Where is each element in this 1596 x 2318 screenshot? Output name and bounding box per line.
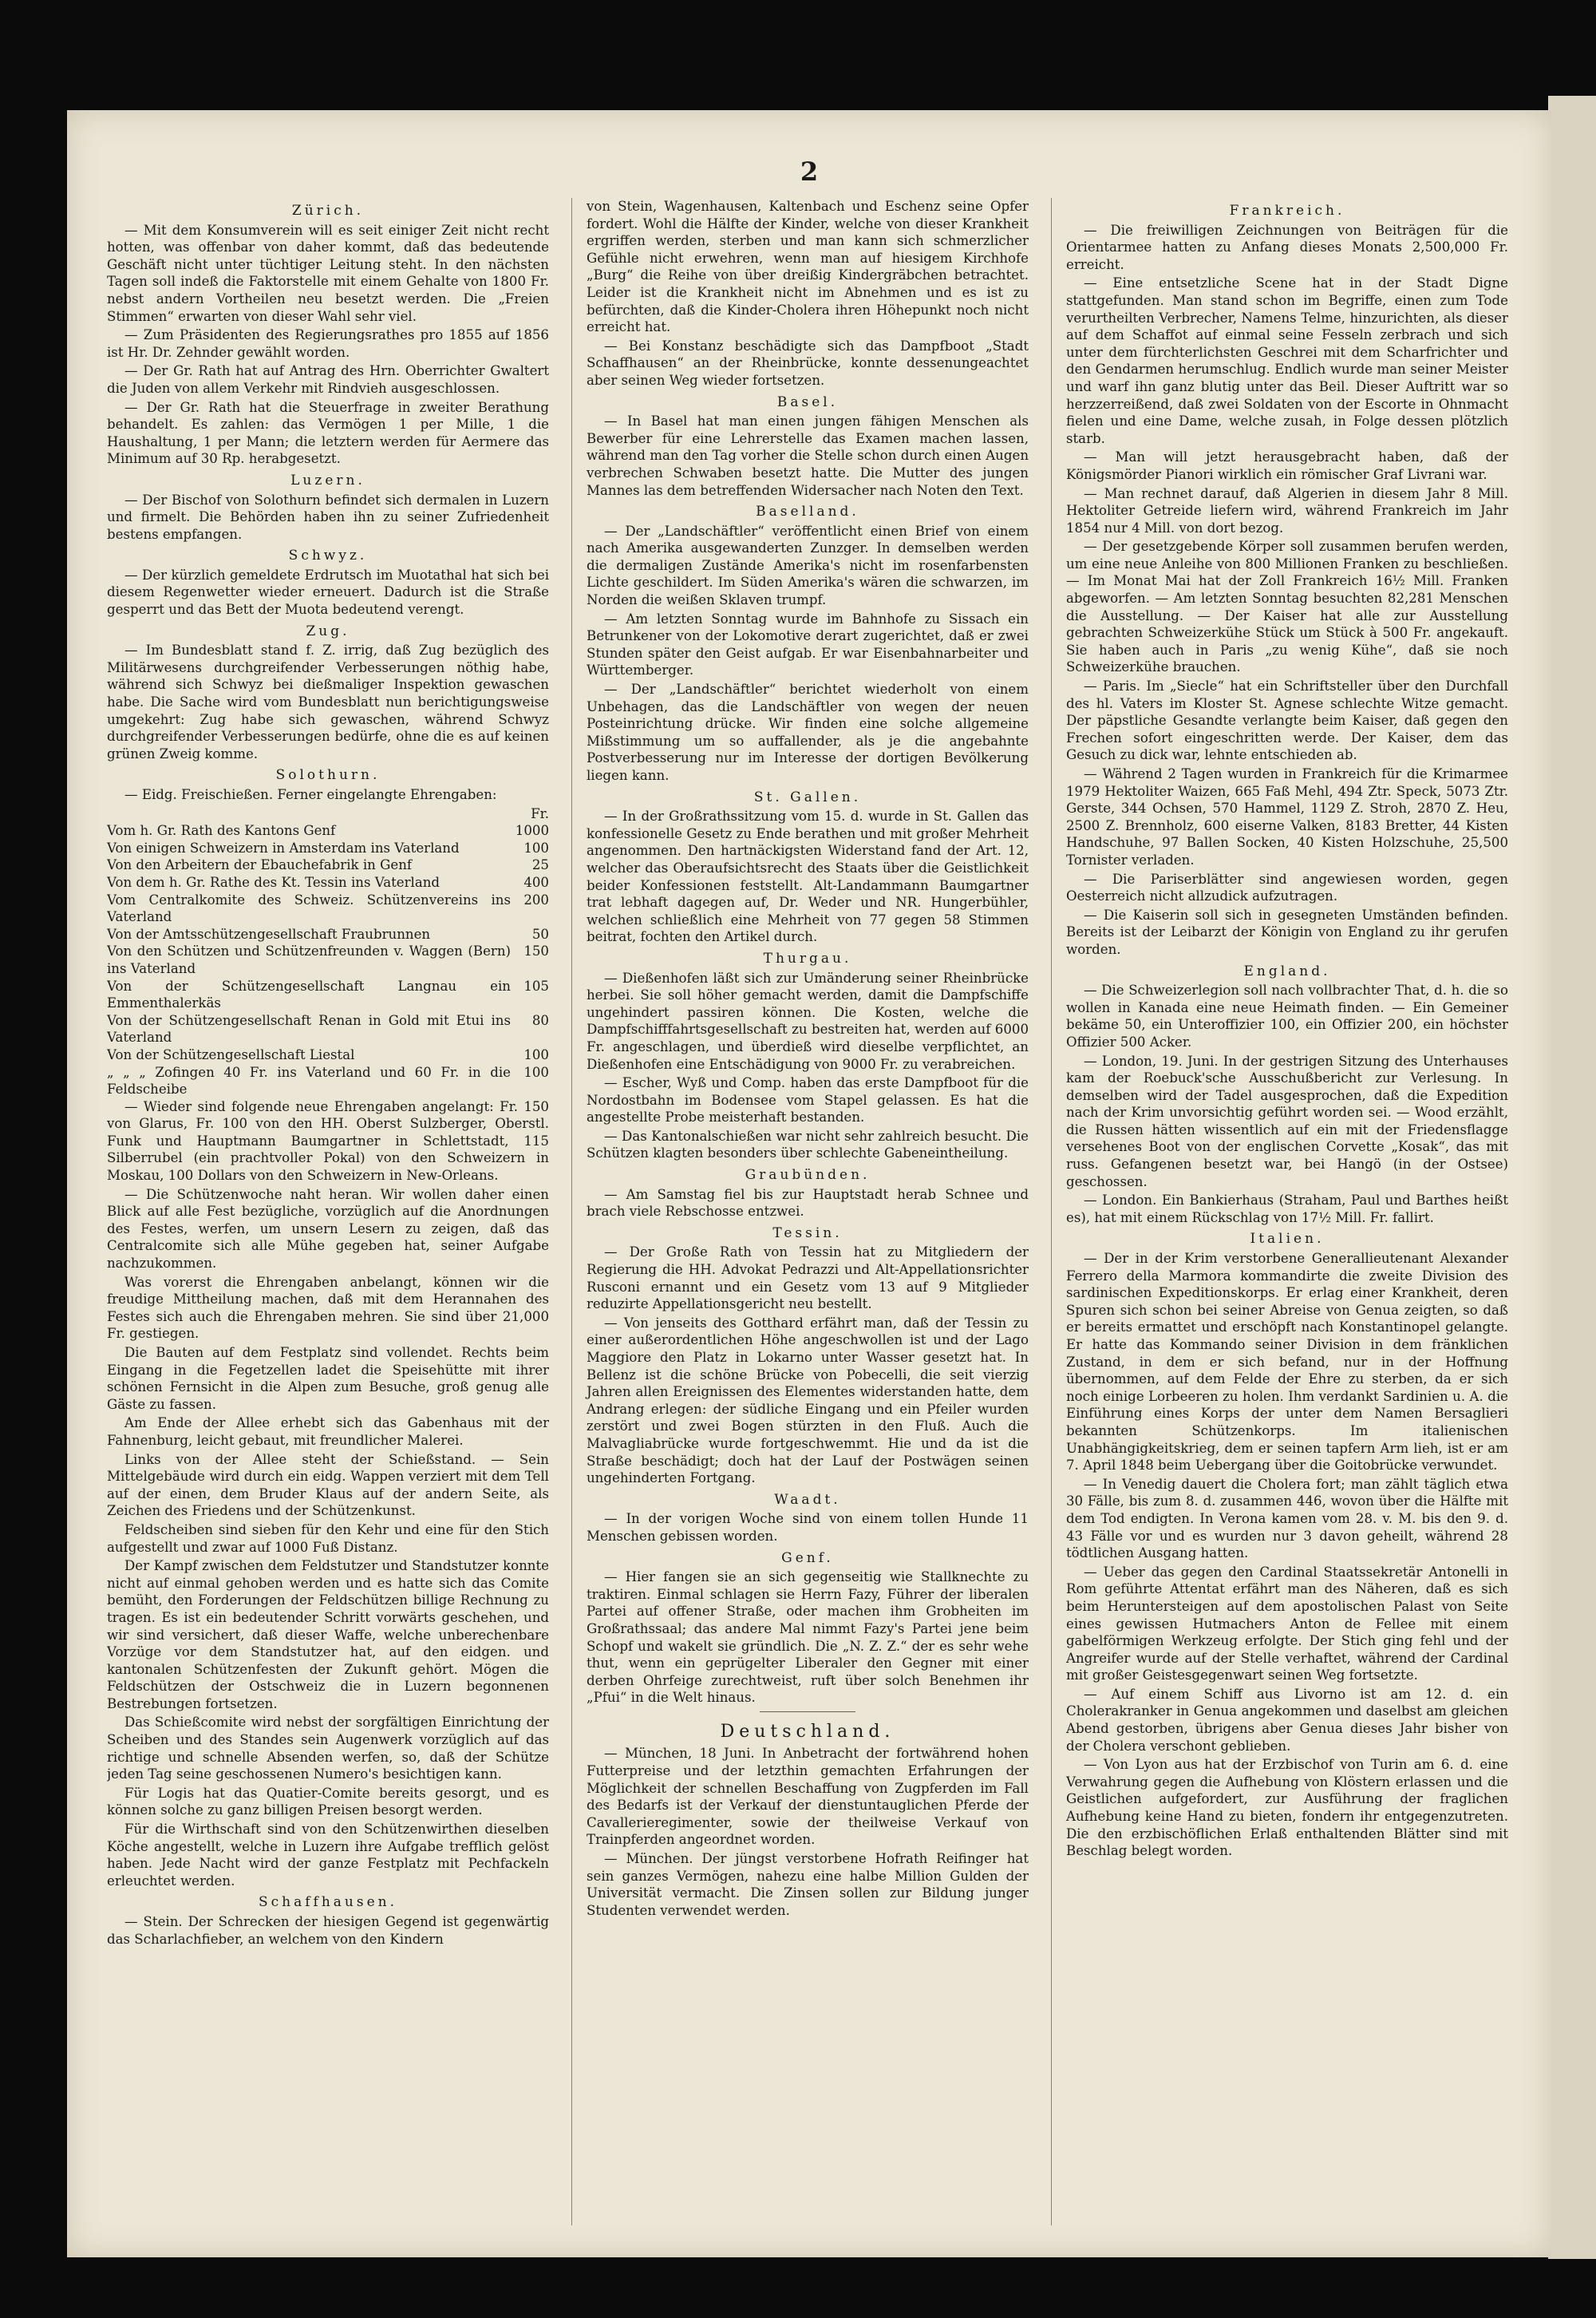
article-paragraph: — In der vorigen Woche sind von einem tollen Hunde 11 Menschen gebissen worden. <box>587 1511 1029 1544</box>
article-paragraph: — London. Ein Bankierhaus (Straham, Paul und Barthes heißt es), hat mit einem Rückschlag von 17½ Mill. Fr. fallirt. <box>1066 1193 1508 1225</box>
donation-row <box>107 822 549 840</box>
donation-row <box>107 840 549 857</box>
article-paragraph: — Der in der Krim verstorbene Generallieutenant Alexander Ferrero della Marmora kommandirte die zweite Division des sardinischen Expeditionskorps. Er erlag einer Krankheit, deren Spuren sich schon bei seiner Abreise von Genua zeigten, so daß er bereits ermattet und erschöpft nach Konstantinopel gelangte. Er hatte das Kommando seiner Division in dem fränklichen Zustand, in dem er sich befand, nur in der Hoffnung übernommen, auf dem Felde der Ehre zu sterben, da er sich noch einige Lorbeeren zu holen. Ihm verdankt Sardinien u. A. die Einführung eines Korps der unter dem Namen Bersaglieri bekannten Schützenkorps. Im italienischen Unabhängigkeitskrieg, dem er seinen tapfern Arm lieh, ist er am 7. April 1848 beim Uebergang über die Goitobrücke verwundet. <box>1066 1251 1508 1473</box>
article-paragraph: — In der Großrathssitzung vom 15. d. wurde in St. Gallen das konfessionelle Gesetz zu Ende berathen und mit großer Mehrheit angenommen. Den hartnäckigsten Widerstand fand der Art. 12, welcher das Oberaufsichtsrecht des Staats über die Geistlichkeit beider Konfessionen feststellt. Alt-Landammann Baumgartner trat lebhaft dagegen auf, Dr. Weder und NR. Hungerbühler, welchen schließlich eine Mehrheit von 77 gegen 58 Stimmen beitrat, fochten den Artikel durch. <box>587 809 1029 945</box>
article-paragraph: Feldscheiben sind sieben für den Kehr und eine für den Stich aufgestellt und zwar auf 1000 Fuß Distanz. <box>107 1521 549 1555</box>
article-paragraph: — Man rechnet darauf, daß Algerien in diesem Jahr 8 Mill. Hektoliter Getreide liefern wird, während Frankreich im Jahr 1854 nur 4 Mill. von dort bezog. <box>1066 485 1508 536</box>
article-paragraph: — Von Lyon aus hat der Erzbischof von Turin am 6. d. eine Verwahrung gegen die Aufhebung von Klöstern erlassen und die Geistlichen aufgefordert, zur Ausführung der fraglichen Aufhebung keine Hand zu bieten, fondern ihr entgegenzutreten. Die den erzbischöflichen Erlaß enthaltenden Blätter sind mit Beschlag belegt worden. <box>1066 1757 1508 1859</box>
donation-amount: 100 <box>523 1046 549 1062</box>
article-paragraph: — Die Pariserblätter sind angewiesen worden, gegen Oesterreich nicht allzudick aufzutragen. <box>1066 871 1508 904</box>
article-paragraph: — Man will jetzt herausgebracht haben, daß der Königsmörder Pianori wirklich ein römischer Graf Livrani war. <box>1066 449 1508 482</box>
article-paragraph: — Am letzten Sonntag wurde im Bahnhofe zu Sissach ein Betrunkener von der Lokomotive derart zugerichtet, daß er zwei Stunden später den Geist aufgab. Er war Eisenbahnarbeiter und Württemberger. <box>587 611 1029 678</box>
donation-amount: 25 <box>531 857 549 873</box>
page-number: 2 <box>800 156 819 187</box>
article-paragraph: — Der Große Rath von Tessin hat zu Mitgliedern der Regierung die HH. Advokat Pedrazzi und Alt-Appellationsrichter Rusconi ernannt und ein Gesetz vom 13 auf 9 Mitglieder reduzirte Appellationsgericht neu bestellt. <box>587 1244 1029 1312</box>
article-paragraph: Am Ende der Allee erhebt sich das Gabenhaus mit der Fahnenburg, leicht gebaut, mit freundlicher Malerei. <box>107 1415 549 1448</box>
article-paragraph: — Die Schützenwoche naht heran. Wir wollen daher einen Blick auf alle Fest bezügliche, vorzüglich auf die Anordnungen des Festes, werfen, um unsern Lesern zu zeigen, daß das Centralcomite sich alle Mühe gegeben hat, seiner Aufgabe nachzukommen. <box>107 1186 549 1272</box>
article-paragraph: — Der Gr. Rath hat die Steuerfrage in zweiter Berathung behandelt. Es zahlen: das Vermögen 1 per Mille, 1 die Haushaltung, 1 per Mann; die letztern werden für Aermere das Minimum auf 30 Rp. herabgesetzt. <box>107 399 549 467</box>
donation-label: Von der Schützengesellschaft Renan in Gold mit Etui ins Vaterland <box>107 1012 511 1046</box>
article-paragraph: — Zum Präsidenten des Regierungsrathes pro 1855 auf 1856 ist Hr. Dr. Zehnder gewählt worden. <box>107 327 549 360</box>
article-paragraph: — In Basel hat man einen jungen fähigen Menschen als Bewerber für eine Lehrerstelle das Examen machen lassen, während man den Tag vorher die Stelle schon durch einen Augen verbrechen Schwaben besetzt hatte. Die Mutter des jungen Mannes las dem betreffenden Widersacher nach Noten den Text. <box>587 413 1029 498</box>
section-heading: Schwyz. <box>288 548 368 564</box>
article-paragraph: Das Schießcomite wird nebst der sorgfältigen Einrichtung der Scheiben und des Standes sein Augenwerk vorzüglich auf das richtige und schnelle Absenden werfen, so, daß der Schütze jeden Tag seine geschossenen Numero's besichtigen kann. <box>107 1715 549 1782</box>
article-paragraph: — Auf einem Schiff aus Livorno ist am 12. d. ein Cholerakranker in Genua angekommen und daselbst am gleichen Abend gestorben, übrigens aber Genua dieses Jahr bisher von der Cholera verschont geblieben. <box>1066 1686 1508 1754</box>
donation-label: Von den Arbeitern der Ebauchefabrik in Genf <box>107 857 413 873</box>
article-paragraph: — Die freiwilligen Zeichnungen von Beiträgen für die Orientarmee hatten zu Anfang dieses Monats 2,500,000 Fr. erreicht. <box>1066 222 1508 272</box>
donation-amount: 100 <box>523 1064 549 1080</box>
article-paragraph: — Paris. Im „Siecle“ hat ein Schriftsteller über den Durchfall des hl. Vaters im Kloster St. Agnese schlechte Witze gemacht. Der päpstliche Gesandte verlangte beim Kaiser, daß gegen den Frechen sofort eingeschritten werde. Der Kaiser, dem das Gesuch zu dick war, lehnte entschieden ab. <box>1066 678 1508 763</box>
donation-amount: 400 <box>523 874 549 890</box>
donation-amount: 1000 <box>515 823 549 839</box>
donation-label: Von der Amtsschützengesellschaft Fraubrunnen <box>107 926 431 942</box>
donation-label: Vom Centralkomite des Schweiz. Schützenvereins ins Vaterland <box>107 892 511 925</box>
donation-row <box>107 856 549 874</box>
article-paragraph: Für Logis hat das Quatier-Comite bereits gesorgt, und es können solche zu ganz billigen Preisen besorgt werden. <box>107 1785 549 1818</box>
section-heading: St. Gallen. <box>753 789 862 805</box>
section-heading: Zürich. <box>291 203 365 219</box>
donation-amount: 150 <box>523 943 549 959</box>
donation-row <box>107 874 549 892</box>
section-heading: Solothurn. <box>275 767 381 784</box>
article-paragraph: — Eidg. Freischießen. Ferner eingelangte Ehrengaben: <box>124 787 497 802</box>
column-2 <box>571 198 1029 2225</box>
section-heading: Frankreich. <box>1229 203 1345 219</box>
article-paragraph: — Am Samstag fiel bis zur Hauptstadt herab Schnee und brach viele Rebschosse entzwei. <box>587 1186 1029 1220</box>
donation-amount: 80 <box>531 1012 549 1028</box>
section-heading: Genf. <box>781 1549 834 1566</box>
article-paragraph: — Dießenhofen läßt sich zur Umänderung seiner Rheinbrücke herbei. Sie soll höher gemacht werden, damit die Dampfschiffe ungehindert passiren können. Die Kosten, welche die Dampfschifffahrtsgesellschaft zu bestreiten hat, werden auf 6000 Fr. angeschlagen, und überdieß wird dieselbe verpflichtet, an Dießenhofen eine Entschädigung von 9000 Fr. zu verabreichen. <box>587 970 1029 1072</box>
article-paragraph: — Im Bundesblatt stand f. Z. irrig, daß Zug bezüglich des Militärwesens durchgreifender Verbesserungen nöthig habe, während sich Schwyz bei dießmaliger Inspektion gewaschen habe. Die Sache wird vom Bundesblatt nun berichtigungsweise umgekehrt: Zug habe sich gewaschen, während Schwyz durchgreifender Verbesserungen bedürfe, ohne die es auf keinen grünen Zweig komme. <box>107 643 549 761</box>
article-paragraph: — Der „Landschäftler“ veröffentlicht einen Brief von einem nach Amerika ausgewanderten Zunzger. In demselben werden die dermaligen Zustände Amerika's nicht im rosenfarbensten Lichte geschildert. Im Süden Amerika's wären die schwarzen, im Norden die weißen Sklaven trumpf. <box>587 523 1029 608</box>
section-heading: Schaffhausen. <box>258 1894 397 1911</box>
article-paragraph: Der Kampf zwischen dem Feldstutzer und Standstutzer konnte nicht auf einmal gehoben werden und es hatte sich das Comite bemüht, den Forderungen der Feldschützen billige Rechnung zu tragen. Es ist ein bedeutender Schritt vorwärts geschehen, und wir sind versichert, daß dieser Waffe, welche unberechenbare Vorzüge vor dem Standstutzer hat, auf den eidgen. und kantonalen Schützenfesten der Zukunft gehört. Mögen die Feldschützen der Ostschweiz die in Luzern begonnenen Bestrebungen fortsetzen. <box>107 1558 549 1711</box>
article-paragraph: — Eine entsetzliche Scene hat in der Stadt Digne stattgefunden. Man stand schon im Begriffe, einen zum Tode verurtheilten Verbrecher, Namens Telme, hinzurichten, als dieser auf dem Schaffot auf einmal seine Fesseln zerbrach und sich unter dem fürchterlichsten Geschrei mit dem Scharfrichter und den Gendarmen herumschlug. Endlich wurde man seiner Meister und warf ihn ganz blutig unter das Beil. Dieser Auftritt war so herzzerreißend, daß zwei Soldaten von der Escorte in Ohnmacht fielen und eine Dame, welche zusah, in Folge dessen plötzlich starb. <box>1066 275 1508 446</box>
donation-row <box>107 1012 549 1046</box>
article-paragraph: — Die Schweizerlegion soll nach vollbrachter That, d. h. die so wollen in Kanada eine neue Heimath finden. — Ein Gemeiner bekäme 50, ein Unteroffizier 100, ein Offizier 200, ein höchster Offizier 500 Acker. <box>1066 983 1508 1050</box>
article-paragraph: — Bei Konstanz beschädigte sich das Dampfboot „Stadt Schaffhausen“ an der Rheinbrücke, konnte dessenungeachtet aber seinen Weg wieder fortsetzen. <box>587 338 1029 388</box>
article-paragraph: — Der Gr. Rath hat auf Antrag des Hrn. Oberrichter Gwaltert die Juden von allem Verkehr mit Rindvieh ausgeschlossen. <box>107 363 549 396</box>
donation-label: Von der Schützengesellschaft Langnau ein Emmenthalerkäs <box>107 978 511 1011</box>
article-paragraph: — Mit dem Konsumverein will es seit einiger Zeit nicht recht hotten, was offenbar von daher kommt, daß das bedeutende Geschäft nicht unter tüchtiger Leitung steht. In den nächsten Tagen soll indeß die Faktorstelle mit einem Gehalte von 1800 Fr. nebst andern Vortheilen neu besetzt werden. Die „Freien Stimmen“ erwarten von dieser Wahl sehr viel. <box>107 222 549 324</box>
article-paragraph: — Von jenseits des Gotthard erfährt man, daß der Tessin zu einer außerordentlichen Höhe angeschwollen ist und der Lago Maggiore den Platz in Lokarno unter Wasser gesetzt hat. In Bellenz ist die schöne Brücke von Pobecelli, die seit vierzig Jahren allen Ereignissen des Elementes widerstanden hatte, dem Andrang erlegen: der südliche Eingang und ein Pfeiler wurden zerstört und zwei Bogen stürzten in den Fluß. Auch die Malvagliabrücke wurde fortgeschwemmt. Hie und da ist die Straße beschädigt; doch hat der Lauf der Postwägen seinen ungehinderten Fortgang. <box>587 1315 1029 1486</box>
article-paragraph: — Der Bischof von Solothurn befindet sich dermalen in Luzern und firmelt. Die Behörden haben ihn zu seiner Zufriedenheit bestens empfangen. <box>107 492 549 542</box>
page-edge <box>1548 96 1596 2259</box>
article-paragraph: — Während 2 Tagen wurden in Frankreich für die Krimarmee 1979 Hektoliter Waizen, 665 Faß Mehl, 494 Ztr. Speck, 5073 Ztr. Gerste, 344 Ochsen, 570 Hammel, 1129 Z. Stroh, 2870 Z. Heu, 2500 Z. Brennholz, 600 eiserne Valken, 8183 Bretter, 44 Kisten Handschuhe, 97 Ballen Socken, 40 Kisten Holzschuhe, 25,500 Tornister verladen. <box>1066 766 1508 868</box>
donation-row <box>107 926 549 943</box>
donation-label: Von der Schützengesellschaft Liestal <box>107 1046 355 1062</box>
donation-amount: 50 <box>531 926 549 942</box>
article-paragraph: Links von der Allee steht der Schießstand. — Sein Mittelgebäude wird durch ein eidg. Wappen verziert mit dem Tell auf der einen, dem Bruder Klaus auf der andern Seite, als Zeichen des Friedens und der Schützenkunst. <box>107 1451 549 1519</box>
donations-header-unit: Fr. <box>531 805 549 821</box>
section-heading: Tessin. <box>772 1224 843 1241</box>
donation-row <box>107 892 549 926</box>
section-heading: Deutschland. <box>720 1721 895 1742</box>
donation-label: Vom h. Gr. Rath des Kantons Genf <box>107 823 336 839</box>
donations-table <box>107 805 549 1098</box>
donation-label: Von einigen Schweizern in Amsterdam ins Vaterland <box>107 840 460 856</box>
article-paragraph: — In Venedig dauert die Cholera fort; man zählt täglich etwa 30 Fälle, bis zum 8. d. zusammen 446, wovon über die Hälfte mit dem Tod endigten. In Verona kamen vom 28. v. M. bis den 9. d. 43 Fälle vor und es wurden nur 3 davon geheilt, während 28 tödtlichen Ausgang hatten. <box>1066 1476 1508 1561</box>
columns <box>107 198 1508 2225</box>
section-heading: Luzern. <box>290 472 365 489</box>
article-paragraph: — London, 19. Juni. In der gestrigen Sitzung des Unterhauses kam der Roebuck'sche Ausschußbericht zur Verlesung. In demselben wird der Tadel ausgesprochen, daß die Expedition nach der Krim unvorsichtig geführt worden sei. — Wood erzählt, die Russen hätten wissentlich auf ein mit der Friedensflagge versehenes Boot von der englischen Corvette „Kosak“, das mit russ. Gefangenen besetzt war, bei Hangö (in der Ostsee) geschossen. <box>1066 1053 1508 1189</box>
donations-header-label <box>107 805 511 823</box>
article-paragraph: — München, 18 Juni. In Anbetracht der fortwährend hohen Futterpreise und der letzthin gemachten Erfahrungen der Möglichkeit der schnellen Beschaffung von Zugpferden im Fall des Bedarfs ist der Verkauf der dienstuntauglichen Pferde der Cavallerieregimenter, sowie der theilweise Verkauf von Trainpferden angeordnet worden. <box>587 1746 1029 1848</box>
donation-amount: 100 <box>523 840 549 856</box>
article-paragraph: — Stein. Der Schrecken der hiesigen Gegend ist gegenwärtig das Scharlachfieber, an welchem von den Kindern <box>107 1914 549 1947</box>
article-paragraph: — München. Der jüngst verstorbene Hofrath Reifinger hat sein ganzes Vermögen, nahezu eine halbe Million Gulden der Universität vermacht. Die Zinsen sollen zur Bildung junger Studenten verwendet werden. <box>587 1851 1029 1918</box>
section-heading: Graubünden. <box>745 1167 871 1184</box>
article-paragraph: — Das Kantonalschießen war nicht sehr zahlreich besucht. Die Schützen klagten besonders über schlechte Gabeneintheilung. <box>587 1128 1029 1161</box>
article-paragraph: — Wieder sind folgende neue Ehrengaben angelangt: Fr. 150 von Glarus, Fr. 100 von den HH. Oberst Sulzberger, Oberstl. Funk und Hauptmann Baumgartner in Schlettstadt, 115 Silberrubel (ein prachtvoller Pokal) von den Schweizern in Moskau, 100 Dollars von den Schweizern in New-Orleans. <box>107 1098 549 1184</box>
donation-label: Von den Schützen und Schützenfreunden v. Waggen (Bern) ins Vaterland <box>107 943 511 976</box>
article-paragraph: — Der kürzlich gemeldete Erdrutsch im Muotathal hat sich bei diesem Regenwetter wieder erneuert. Dadurch ist die Straße gesperrt und das Bett der Muota bedeutend verengt. <box>107 567 549 618</box>
donation-row <box>107 978 549 1012</box>
article-paragraph: — Escher, Wyß und Comp. haben das erste Dampfboot für die Nordostbahn im Bodensee vom Stapel gelassen. Es hat die angestellte Probe meisterhaft bestanden. <box>587 1075 1029 1125</box>
article-paragraph: — Der gesetzgebende Körper soll zusammen berufen werden, um eine neue Anleihe von 800 Millionen Franken zu beschließen. — Im Monat Mai hat der Zoll Frankreich 16½ Mill. Franken abgeworfen. — Am letzten Sonntag besuchten 82,281 Menschen die Ausstellung. — Der Kaiser hat alle zur Ausstellung gebrachten Schweizerkühe Stück um Stück à 500 Fr. angekauft. Sie haben auch in Paris „zu wenig Kühe“, daß sie noch Schweizerkühe brauchen. <box>1066 539 1508 675</box>
section-heading: Thurgau. <box>763 950 852 967</box>
section-heading: Italien. <box>1250 1231 1325 1248</box>
article-paragraph: — Hier fangen sie an sich gegenseitig wie Stallknechte zu traktiren. Einmal schlagen sie Herrn Fazy, Führer der liberalen Partei auf offener Straße, oder machen ihm Grobheiten im Großrathssaal; das andere Mal nimmt Fazy's Partei jene beim Schopf und wakelt sie gründlich. Die „N. Z. Z.“ der es sehr wehe thut, wenn ein geprügelter Liberaler den Gegner mit einer derben Ohrfeige zurechtweist, ruft über solch Benehmen ihr „Pfui“ in die Welt hinaus. <box>587 1569 1029 1706</box>
separator-rule <box>760 1711 855 1712</box>
newspaper-page <box>67 110 1551 2257</box>
article-paragraph: — Ueber das gegen den Cardinal Staatssekretär Antonelli in Rom geführte Attentat erfährt man des Näheren, daß es sich beim Heruntersteigen auf dem apostolischen Palast von Seite eines gewissen Hutmachers Anton de Fellee mit einem gabelförmigen Werkzeug erfolgte. Der Stich ging fehl und der Angreifer wurde auf der Stelle verhaftet, während der Cardinal mit großer Geistesgegenwart seinen Weg fortsetzte. <box>1066 1564 1508 1683</box>
donation-row <box>107 1064 549 1098</box>
article-paragraph: von Stein, Wagenhausen, Kaltenbach und Eschenz seine Opfer fordert. Wohl die Hälfte der Kinder, welche von dieser Krankheit ergriffen werden, sterben und man kann sich schmerzlicher Gefühle nicht erwehren, wenn man auf hiesigem Kirchhofe „Burg“ die Reihe von über dreißig Kindergräbchen betrachtet. Leider ist die Krankheit nicht im Abnehmen und es ist zu befürchten, daß die Kinder-Cholera ihren Höhepunkt noch nicht erreicht hat. <box>587 199 1029 335</box>
section-heading: Zug. <box>306 623 350 639</box>
donation-amount: 105 <box>523 978 549 994</box>
donations-header-row <box>107 805 549 823</box>
section-heading: Baselland. <box>756 504 859 520</box>
section-heading: Basel. <box>776 394 839 410</box>
section-heading: England. <box>1243 963 1331 979</box>
column-1 <box>107 198 549 2225</box>
article-paragraph: Die Bauten auf dem Festplatz sind vollendet. Rechts beim Eingang in die Fegetzellen ladet die Speisehütte mit ihrer schönen Fernsicht in die Alpen zum Besuche, groß genug alle Gäste zu fassen. <box>107 1345 549 1412</box>
donation-amount: 200 <box>523 892 549 908</box>
article-paragraph: — Die Kaiserin soll sich in gesegneten Umständen befinden. Bereits ist der Leibarzt der Königin von England zu ihr gerufen worden. <box>1066 907 1508 957</box>
donation-label: Von dem h. Gr. Rathe des Kt. Tessin ins Vaterland <box>107 874 440 890</box>
column-3 <box>1051 198 1508 2225</box>
donation-row <box>107 1046 549 1064</box>
donation-row <box>107 943 549 977</box>
article-paragraph: — Der „Landschäftler“ berichtet wiederholt von einem Unbehagen, das die Landschäftler von wegen der neuen Posteinrichtung drücke. Wir finden eine solche allgemeine Mißstimmung um so auffallender, als je die angebahnte Postverbesserung nur im Interesse der dortigen Bevölkerung liegen kann. <box>587 682 1029 783</box>
section-heading: Waadt. <box>774 1491 841 1508</box>
article-paragraph: Für die Wirthschaft sind von den Schützenwirthen dieselben Köche angestellt, welche in Luzern ihre Aufgabe trefflich gelöst haben. Jede Nacht wird der ganze Festplatz mit Pechfackeln erleuchtet werden. <box>107 1822 549 1889</box>
donation-label: „ „ „ Zofingen 40 Fr. ins Vaterland und 60 Fr. in die Feldscheibe <box>107 1064 511 1098</box>
article-paragraph: Was vorerst die Ehrengaben anbelangt, können wir die freudige Mittheilung machen, daß mit dem Herannahen des Festes sich auch die Ehrengaben mehren. Sie sind über 21,000 Fr. gestiegen. <box>107 1274 549 1342</box>
